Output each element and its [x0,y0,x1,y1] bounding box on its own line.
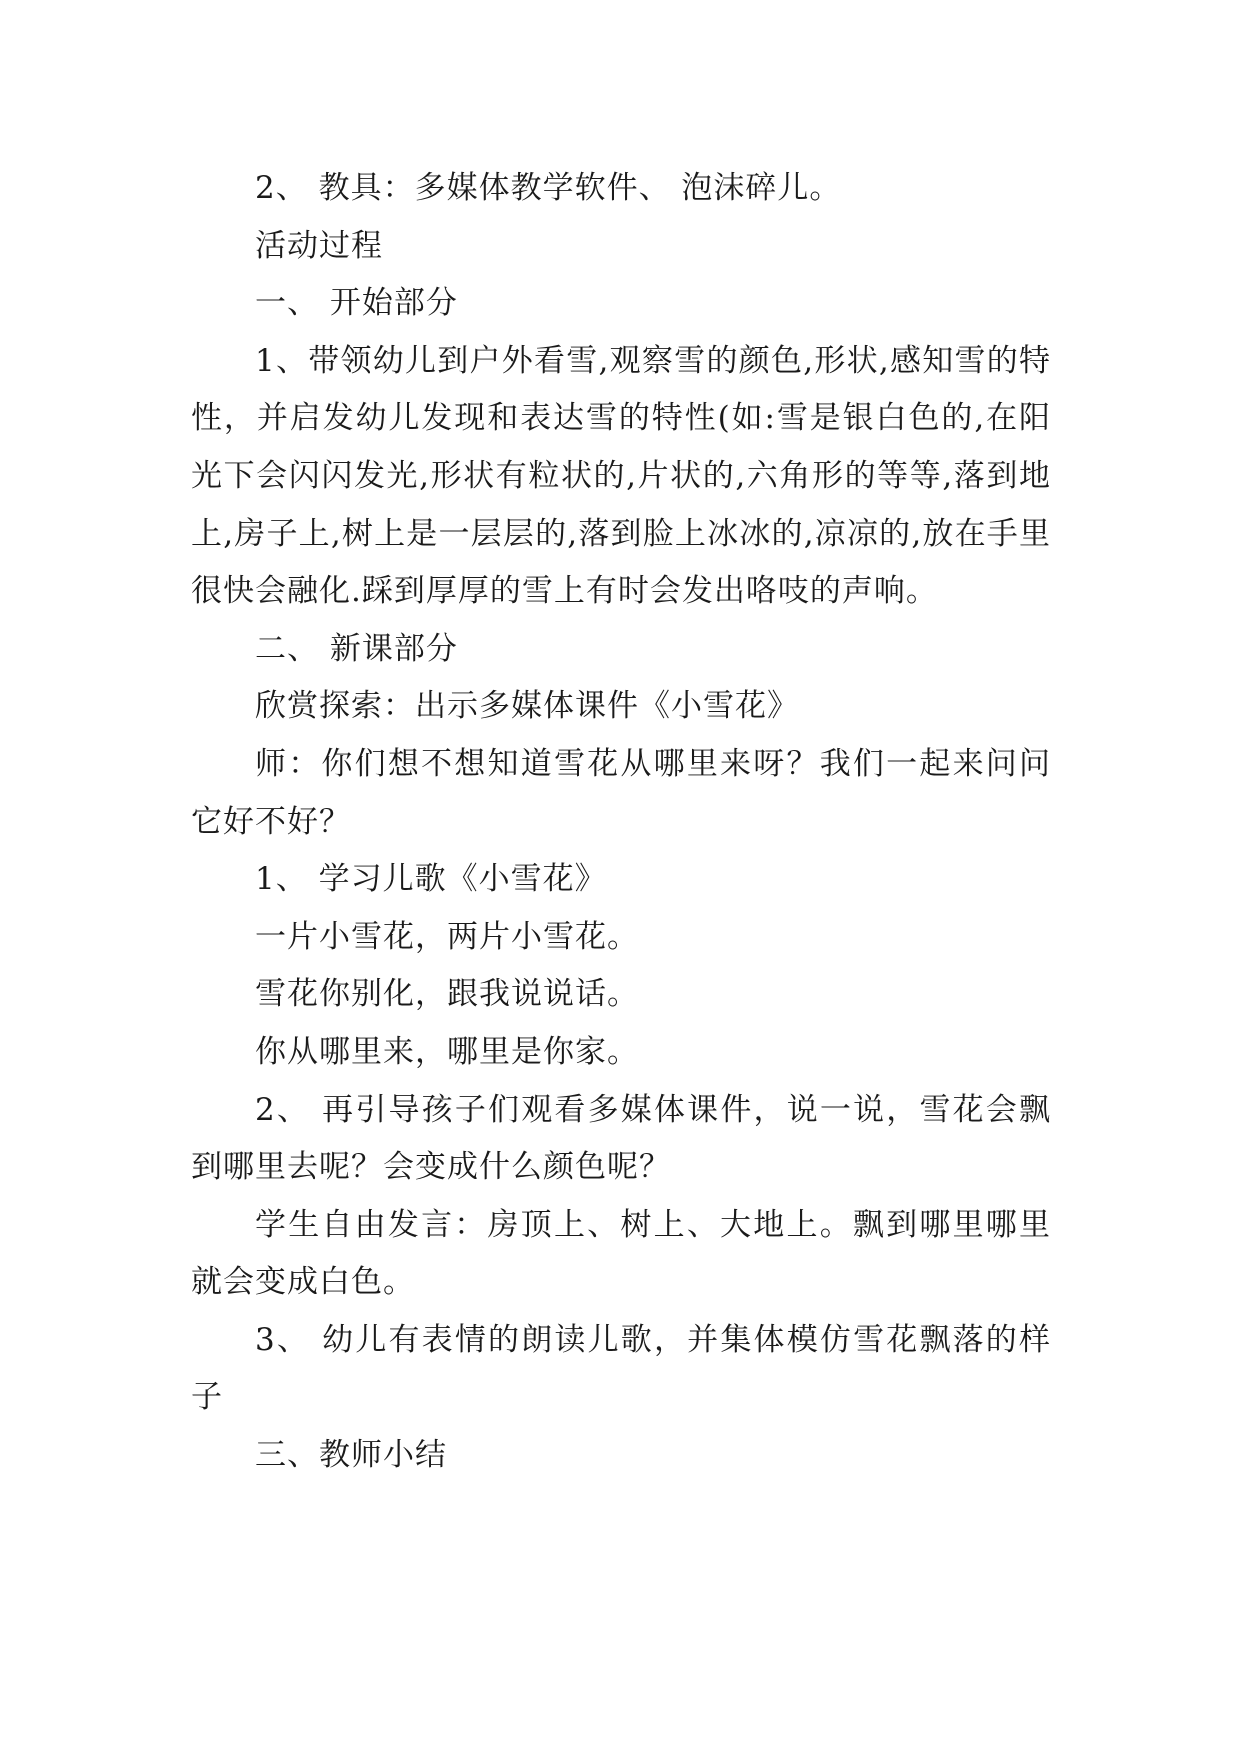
heading-opening-section: 一、 开始部分 [255,285,458,322]
paragraph-recite-rhyme: 3、 幼儿有表情的朗读儿歌，并集体模仿雪花飘落的样子 [191,1321,1051,1416]
rhyme-line-1: 一片小雪花，两片小雪花。 [255,918,639,955]
paragraph-learn-rhyme: 1、 学习儿歌《小雪花》 [255,861,607,898]
paragraph-observe-snow: 1、带领幼儿到户外看雪,观察雪的颜色,形状,感知雪的特性，并启发幼儿发现和表达雪的特性(如:雪是银白色的,在阳光下会闪闪发光,形状有粒状的,片状的,六角形的等等,落到地上,房子上,树上是一层层的,落到脸上冰冰的,凉凉的,放在手里很快会融化.踩到厚厚的雪上有时会发出咯吱的声响。 [191,342,1051,610]
rhyme-line-2: 雪花你别化，跟我说说话。 [255,976,639,1013]
document-body [191,160,1051,1485]
heading-activity-process: 活动过程 [255,227,383,264]
paragraph-student-speech: 学生自由发言：房顶上、树上、大地上。飘到哪里哪里就会变成白色。 [191,1206,1051,1301]
heading-teacher-summary: 三、教师小结 [255,1437,447,1474]
paragraph-teacher-question: 师：你们想不想知道雪花从哪里来呀？我们一起来问问它好不好？ [191,745,1051,840]
heading-new-lesson-section: 二、 新课部分 [255,630,458,667]
paragraph-appreciation: 欣赏探索：出示多媒体课件《小雪花》 [255,688,799,725]
paragraph-teaching-aids: 2、 教具：多媒体教学软件、 泡沫碎儿。 [255,170,842,206]
rhyme-line-3: 你从哪里来，哪里是你家。 [255,1033,639,1070]
paragraph-guide-children: 2、 再引导孩子们观看多媒体课件，说一说，雪花会飘到哪里去呢？会变成什么颜色呢？ [191,1091,1051,1186]
